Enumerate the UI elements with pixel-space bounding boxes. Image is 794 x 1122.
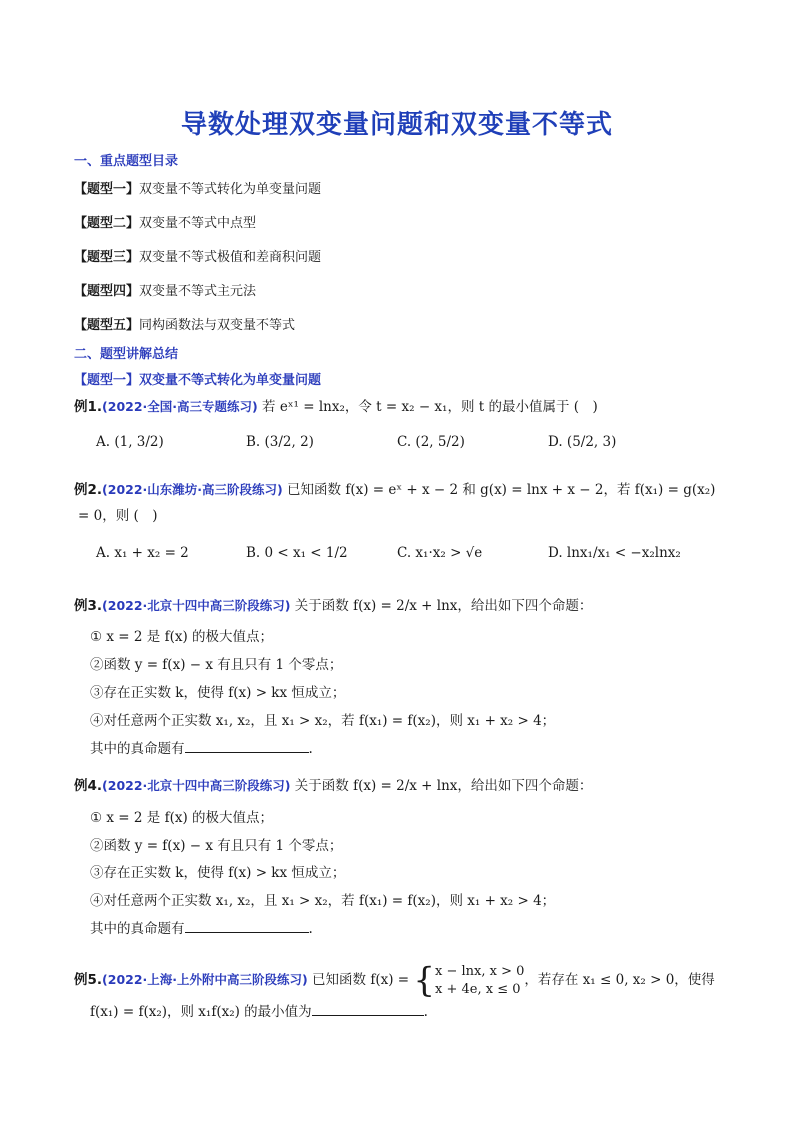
toc-item-2 [74, 214, 256, 234]
toc-text: 双变量不等式转化为单变量问题 [139, 182, 322, 197]
toc-text: 同构函数法与双变量不等式 [139, 318, 296, 333]
section-heading-explain: 二、题型讲解总结 [74, 347, 179, 362]
example-label: 例4. [74, 778, 103, 794]
example-question: 关于函数 f(x) = 2/x + lnx，给出如下四个命题： [294, 598, 593, 614]
example-4-item-3: ③存在正实数 k，使得 f(x) > kx 恒成立； [90, 865, 346, 881]
section-heading-toc: 一、重点题型目录 [74, 154, 179, 169]
example-5-line2 [90, 1002, 428, 1022]
example-3-item-4: ④对任意两个正实数 x₁, x₂，且 x₁ > x₂，若 f(x₁) = f(x₂)，则 x₁ + x₂ > 4； [90, 713, 556, 729]
piecewise-brace-icon: { [413, 960, 436, 1001]
toc-item-5 [74, 316, 295, 336]
piecewise-cases [435, 963, 524, 999]
example-3-stem [74, 596, 592, 616]
page-title: 导数处理双变量问题和双变量不等式 [180, 110, 613, 140]
example-label: 例5. [74, 972, 103, 988]
example-1-option-d: D. (5/2, 3) [548, 434, 617, 450]
example-4-answer: 其中的真命题有 . [90, 921, 313, 937]
example-source: (2022·北京十四中高三阶段练习) [102, 598, 291, 613]
toc-tag: 【题型二】 [74, 216, 140, 231]
toc-text: 双变量不等式中点型 [139, 216, 257, 231]
type1-heading: 【题型一】双变量不等式转化为单变量问题 [74, 373, 322, 388]
example-question: 已知函数 f(x) = eˣ + x − 2 和 g(x) = lnx + x − 2，若 f(x₁) = g(x₂) [287, 482, 716, 498]
example-4-item-4: ④对任意两个正实数 x₁, x₂，且 x₁ > x₂，若 f(x₁) = f(x₂)，则 x₁ + x₂ > 4； [90, 893, 556, 909]
answer-prompt: 其中的真命题有 [90, 741, 185, 757]
answer-prompt: f(x₁) = f(x₂)，则 x₁f(x₂) 的最小值为 [90, 1004, 312, 1020]
example-3-item-3: ③存在正实数 k，使得 f(x) > kx 恒成立； [90, 685, 346, 701]
toc-item-1 [74, 180, 321, 200]
example-1-stem [74, 397, 598, 417]
toc-tag: 【题型三】 [74, 250, 140, 265]
toc-text: 双变量不等式极值和差商积问题 [139, 250, 322, 265]
example-2-option-b: B. 0 < x₁ < 1/2 [246, 545, 348, 561]
example-4-item-1: ① x = 2 是 f(x) 的极大值点； [90, 810, 274, 826]
answer-prompt: 其中的真命题有 [90, 921, 185, 937]
toc-item-3 [74, 248, 321, 268]
example-1-option-b: B. (3/2, 2) [246, 434, 314, 450]
example-2-option-a: A. x₁ + x₂ = 2 [96, 545, 189, 561]
example-question-cont: ，若存在 x₁ ≤ 0, x₂ > 0，使得 [524, 972, 715, 988]
answer-blank[interactable] [312, 1003, 424, 1016]
example-2-stem-cont: = 0，则 ( ) [78, 508, 158, 524]
toc-item-4 [74, 282, 256, 302]
example-1-option-a: A. (1, 3/2) [96, 434, 164, 450]
toc-text: 双变量不等式主元法 [139, 284, 257, 299]
example-5-stem [74, 962, 715, 999]
example-label: 例1. [74, 399, 103, 415]
example-source: (2022·山东潍坊·高三阶段练习) [102, 482, 283, 497]
example-3-item-1: ① x = 2 是 f(x) 的极大值点； [90, 629, 274, 645]
example-question: 已知函数 f(x) = [312, 972, 410, 988]
toc-tag: 【题型四】 [74, 284, 140, 299]
answer-blank[interactable] [185, 920, 309, 933]
example-2-option-c: C. x₁·x₂ > √e [397, 545, 483, 561]
example-3-item-2: ②函数 y = f(x) − x 有且只有 1 个零点； [90, 657, 343, 673]
example-1-option-c: C. (2, 5/2) [397, 434, 465, 450]
answer-blank[interactable] [185, 740, 309, 753]
example-label: 例2. [74, 482, 103, 498]
piecewise-case-2: x + 4e, x ≤ 0 [435, 981, 521, 997]
sentence-end: . [423, 1004, 428, 1020]
example-question: 关于函数 f(x) = 2/x + lnx，给出如下四个命题： [294, 778, 593, 794]
example-source: (2022·上海·上外附中高三阶段练习) [102, 972, 308, 987]
example-3-answer: 其中的真命题有 . [90, 741, 313, 757]
example-source: (2022·全国·高三专题练习) [102, 399, 258, 414]
example-label: 例3. [74, 598, 103, 614]
example-4-item-2: ②函数 y = f(x) − x 有且只有 1 个零点； [90, 838, 343, 854]
example-question: 若 eˣ¹ = lnx₂，令 t = x₂ − x₁，则 t 的最小值属于 ( ) [262, 399, 598, 415]
piecewise-case-1: x − lnx, x > 0 [435, 963, 525, 979]
example-2-stem [74, 480, 715, 500]
example-4-stem [74, 776, 592, 796]
toc-tag: 【题型五】 [74, 318, 140, 333]
example-source: (2022·北京十四中高三阶段练习) [102, 778, 291, 793]
toc-tag: 【题型一】 [74, 182, 140, 197]
example-2-option-d: D. lnx₁/x₁ < −x₂lnx₂ [548, 545, 681, 561]
